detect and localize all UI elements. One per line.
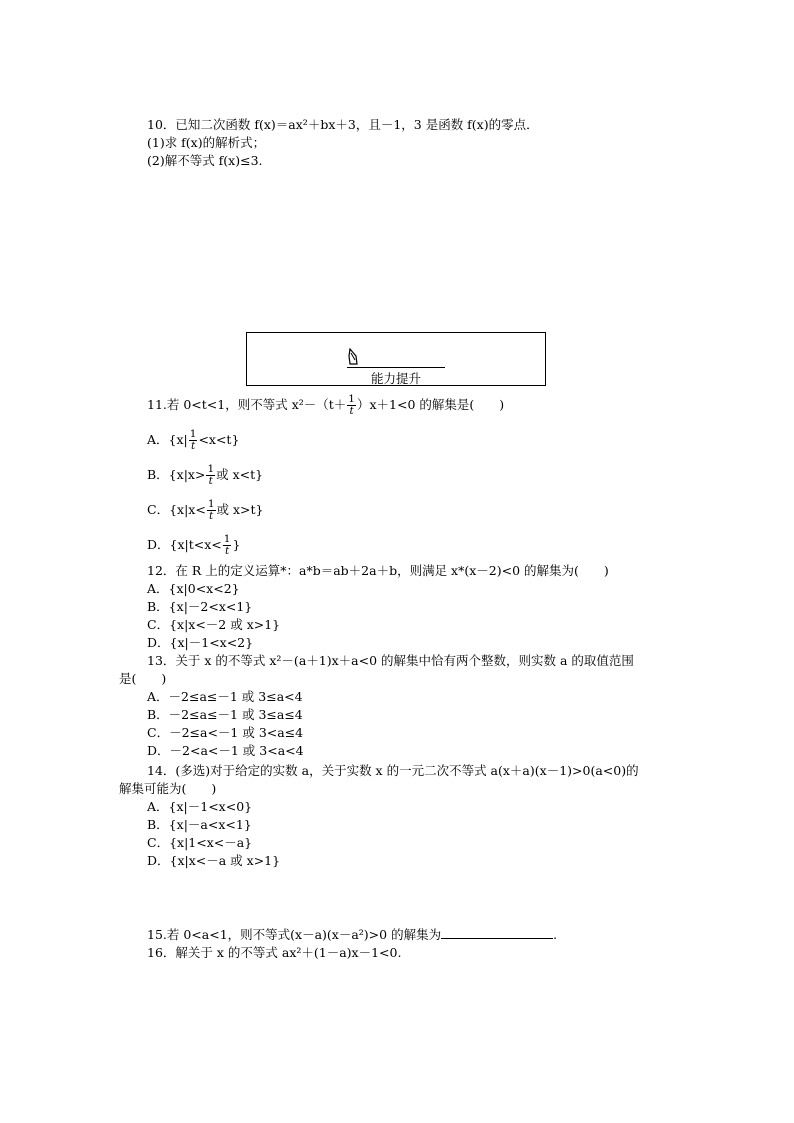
q13-stem-line2: 是( ) — [119, 671, 167, 686]
section-title: 能力提升 — [370, 371, 421, 386]
q12-option-a: A．{x|0<x<2} — [147, 581, 240, 596]
q13-option-c: C．－2≤a<－1 或 3<a≤4 — [147, 725, 304, 740]
q16-stem: 16．解关于 x 的不等式 ax²＋(1－a)x－1<0. — [147, 945, 402, 960]
q12-stem: 12．在 R 上的定义运算*：a*b＝ab＋2a＋b，则满足 x*(x－2)<0 的解集为( ) — [147, 563, 609, 578]
q14-option-a: A．{x|－1<x<0} — [147, 799, 253, 814]
q14-option-d: D．{x|x<－a 或 x>1} — [147, 853, 281, 868]
q11-stem-fraction: $\frac{1}{t}$ — [348, 393, 355, 417]
q13-option-d: D．－2<a<－1 或 3<a<4 — [147, 743, 304, 758]
q13-option-a: A．－2≤a≤－1 或 3≤a<4 — [147, 689, 303, 704]
answer-blank[interactable] — [441, 926, 553, 939]
q13-option-b: B．－2≤a≤－1 或 3≤a≤4 — [147, 707, 303, 722]
q12-option-b: B．{x|－2<x<1} — [147, 599, 253, 614]
section-underline — [347, 367, 445, 368]
q14-option-c: C．{x|1<x<－a} — [147, 835, 253, 850]
q12-option-d: D．{x|－1<x<2} — [147, 635, 254, 650]
q12-option-c: C．{x|x<－2 或 x>1} — [147, 617, 281, 632]
q11-option-c: C．{x|x< $\frac{1}{t}$ 或 x>t} — [147, 498, 264, 522]
section-header-box — [246, 332, 546, 386]
q14-stem-line2: 解集可能为( ) — [119, 781, 217, 796]
q11-option-a: A．{x| $\frac{1}{t}$ <x<t} — [147, 428, 240, 452]
pen-icon — [347, 348, 363, 366]
q14-option-b: B．{x|－a<x<1} — [147, 817, 252, 832]
q13-stem-line1: 13．关于 x 的不等式 x²－(a＋1)x＋a<0 的解集中恰有两个整数，则实数 a 的取值范围 — [147, 653, 634, 668]
q10-part2: (2)解不等式 f(x)≤3. — [147, 153, 263, 168]
q11-stem: 11.若 0<t<1，则不等式 x²－（t＋ $\frac{1}{t}$ ）x＋1<0 的解集是( ) — [147, 393, 505, 417]
q10-part1: (1)求 f(x)的解析式； — [147, 135, 266, 150]
q14-stem-line1: 14．(多选)对于给定的实数 a，关于实数 x 的一元二次不等式 a(x＋a)(x－1)>0(a<0)的 — [147, 763, 639, 778]
q10-stem: 10．已知二次函数 f(x)＝ax²＋bx＋3，且－1，3 是函数 f(x)的零点． — [147, 117, 539, 132]
q11-option-b: B．{x|x> $\frac{1}{t}$ 或 x<t} — [147, 463, 264, 487]
q15-stem: 15.若 0<a<1，则不等式(x－a)(x－a²)>0 的解集为 . — [147, 927, 558, 942]
q11-option-d: D．{x|t<x< $\frac{1}{t}$ } — [147, 533, 241, 557]
